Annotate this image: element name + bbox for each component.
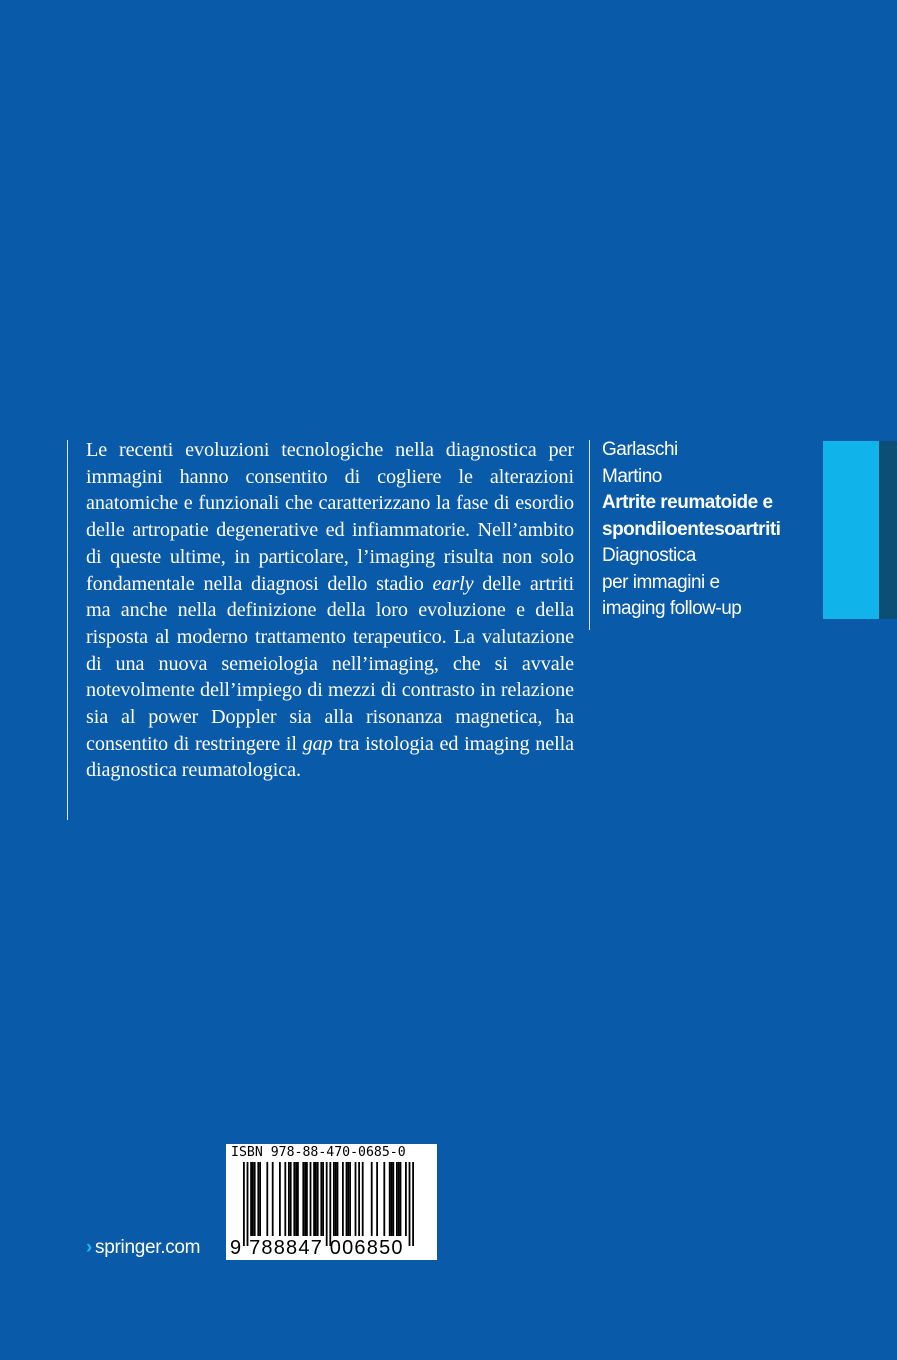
barcode-bar — [288, 1162, 290, 1236]
barcode-bar — [322, 1162, 324, 1236]
publisher-url: springer.com — [95, 1237, 201, 1258]
author-garlaschi: Garlaschi — [602, 439, 678, 460]
barcode-bar — [243, 1162, 245, 1246]
barcode-bar — [304, 1162, 306, 1236]
isbn-barcode — [226, 1144, 437, 1260]
barcode-bar — [306, 1162, 308, 1236]
barcode-bar — [295, 1162, 297, 1236]
barcode-bar — [412, 1162, 414, 1246]
blurb-text-1: Le recenti evoluzioni tecnologiche nella diagnostica per immagini hanno consentito di cogliere le alterazioni anatomiche e funzionali che caratterizzano la fase di esordio delle artropatie degenerative ed infiammatorie. Nell’ambito di queste ultime, in particolare, l’imaging risulta non solo fondamentale nella diagnosi dello stadio — [86, 439, 574, 595]
back-cover-blurb — [86, 437, 574, 784]
barcode-bar — [358, 1162, 360, 1236]
barcode-bar — [257, 1162, 259, 1236]
barcode-bar — [250, 1162, 252, 1236]
barcode-bar — [252, 1162, 254, 1236]
blurb-italic-early: early — [432, 572, 474, 595]
barcode-bar — [347, 1162, 349, 1236]
barcode-bar — [302, 1162, 304, 1236]
ean-digits: 9 788847 006850 — [230, 1237, 404, 1259]
barcode-bar — [247, 1162, 249, 1246]
barcode-bar — [293, 1162, 295, 1236]
book-title-line-1: Artrite reumatoide e — [602, 492, 773, 513]
barcode-bar — [335, 1162, 337, 1236]
book-subtitle-line-1: Diagnostica — [602, 545, 696, 566]
barcode-bar — [349, 1162, 351, 1236]
barcode-bar — [346, 1162, 348, 1236]
barcode-bar — [392, 1162, 394, 1236]
barcode-bar — [326, 1162, 328, 1246]
barcode-bar — [317, 1162, 319, 1236]
author-martino: Martino — [602, 465, 662, 487]
barcode-bar — [396, 1162, 398, 1236]
middle-vertical-rule — [589, 440, 590, 630]
barcode-bar — [284, 1162, 286, 1236]
barcode-bar — [310, 1162, 312, 1236]
book-info — [602, 437, 822, 623]
barcode-bar — [254, 1162, 256, 1236]
chevron-right-icon: › — [86, 1237, 93, 1258]
barcode-bar — [333, 1162, 335, 1236]
barcode-bar — [389, 1162, 391, 1236]
barcode-bar — [266, 1162, 268, 1236]
blurb-text-3: tra istologia ed imaging nella diagnostica reumatologica. — [86, 732, 574, 782]
barcode-bar — [362, 1162, 364, 1236]
barcode-bar — [355, 1162, 357, 1236]
barcode-bar — [259, 1162, 261, 1236]
book-subtitle-line-3: imaging follow-up — [602, 598, 742, 619]
publisher-link[interactable] — [86, 1236, 200, 1260]
barcode-bar — [400, 1162, 402, 1236]
barcode-bar — [320, 1162, 322, 1236]
barcode-bar — [391, 1162, 393, 1236]
barcode-bar — [409, 1162, 411, 1246]
barcode-bar — [272, 1162, 274, 1236]
blurb-text-2: delle artriti ma anche nella definizione della loro evoluzione e della risposta al moderno trattamento terapeutico. La valutazione di una nuova semeiologia nell’imaging, che si avvale notevolmente dell’impiego di mezzi di contrasto in relazione sia al power Doppler sia alla risonanza magnetica, ha consentito di restringere il — [86, 572, 574, 755]
barcode-bar — [279, 1162, 281, 1236]
barcode-bar — [290, 1162, 292, 1236]
book-subtitle-line-2: per immagini e — [602, 571, 720, 593]
blurb-italic-gap: gap — [302, 732, 333, 755]
barcode-bar — [329, 1162, 331, 1246]
barcode-bar — [398, 1162, 400, 1236]
barcode-bar — [342, 1162, 344, 1236]
barcode-bar — [315, 1162, 317, 1236]
book-title-line-2: spondiloentesoartriti — [602, 518, 781, 540]
isbn-text: ISBN 978-88-470-0685-0 — [231, 1145, 406, 1160]
left-vertical-rule — [67, 440, 68, 820]
spine-accent-band — [823, 441, 879, 619]
barcode-bar — [405, 1162, 407, 1236]
spine-edge-band — [879, 441, 897, 619]
barcode-bar — [313, 1162, 315, 1236]
barcode-bar — [297, 1162, 299, 1236]
barcode-bar — [383, 1162, 385, 1236]
blurb-paragraph — [86, 437, 574, 784]
barcode-bar — [371, 1162, 373, 1236]
barcode-bar — [376, 1162, 378, 1236]
barcode-bar — [337, 1162, 339, 1236]
